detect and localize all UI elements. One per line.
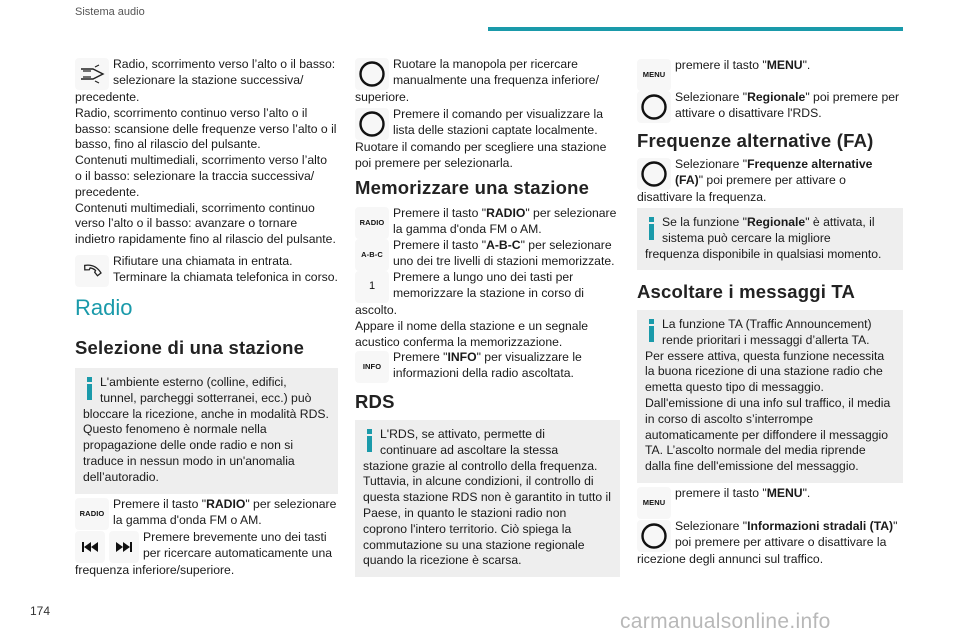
steer-line: Radio, scorrimento continuo verso l’alto o il [75, 105, 308, 120]
rds-line: questa stazione RDS non è garantito in tutto il [363, 490, 611, 505]
steer-line: basso: scansione delle frequenze verso l’alto o il [75, 121, 337, 136]
list-line: Premere il comando per visualizzare la [393, 107, 603, 121]
subsection-title-rds: RDS [355, 391, 395, 412]
knob-block [355, 57, 620, 106]
info-box-rds [355, 420, 620, 577]
list-line: poi premere per selezionarla. [355, 155, 513, 170]
knob-line: superiore. [355, 90, 410, 104]
steer-line: Contenuti multimediali, scorrimento continuo [75, 200, 315, 215]
steer-line: o il basso: selezionare la traccia successiva/ [75, 168, 315, 183]
info-line: L'ambiente esterno (colline, edifici, [100, 375, 287, 389]
menu-button-icon: MENU [637, 59, 671, 91]
info-line: tunnel, parcheggi sotterranei, ecc.) può [100, 390, 312, 405]
info-step-block [355, 350, 620, 383]
info-box-reception [75, 368, 338, 494]
page-header-title: Sistema audio [75, 6, 145, 18]
abc-step-line: uno dei tre livelli di stazioni memorizzate. [393, 253, 615, 268]
steer-line: Contenuti multimediali, scorrimento verso l’alto [75, 153, 327, 168]
seek-line: frequenza inferiore/superiore. [75, 563, 235, 577]
info-mark-icon [367, 429, 372, 459]
seek-line: Premere brevemente uno dei tasti [143, 530, 327, 544]
rds-line: Paese, in quanto le stazioni radio non [363, 505, 567, 520]
info-line: traduce in nessun modo in un'anomalia [83, 453, 295, 468]
rds-line: continuare ad ascoltare la stessa [380, 442, 559, 457]
hangup-block [75, 254, 338, 287]
rds-line: L'RDS, se attivato, permette di [380, 427, 545, 441]
abc-block [355, 238, 620, 271]
rds-line: stazione grazie al controllo della frequenza. [363, 458, 598, 473]
traffic-line: ricezione degli annunci sul traffico. [637, 552, 824, 566]
menu-step-line: premere il tasto "MENU". [675, 486, 811, 500]
menu-button-icon: MENU [637, 487, 671, 519]
knob-line: manualmente una frequenza inferiore/ [393, 72, 599, 87]
preset-line: Premere a lungo uno dei tasti per [393, 270, 574, 284]
subsection-title-ta: Ascoltare i messaggi TA [637, 281, 856, 302]
subsection-title-station: Selezione di una stazione [75, 337, 305, 358]
fa-line: Selezionare "Frequenze alternative [675, 157, 873, 171]
menu-step-block [637, 58, 903, 91]
ta-line: automaticamente per diffondere il messaggio [645, 427, 888, 442]
phone-line: Rifiutare una chiamata in entrata. [113, 254, 293, 268]
fa-info-line: sistema può cercare la migliore [662, 230, 831, 245]
regional-step-block [637, 90, 903, 123]
ta-line: Per essere attiva, questa funzione necessita [645, 348, 885, 363]
steer-line: basso, fino al rilascio del pulsante. [75, 137, 261, 152]
abc-button-icon: A-B-C [355, 239, 389, 271]
rotary-knob-icon [637, 91, 671, 123]
info-mark-icon [87, 377, 92, 407]
rotary-knob-icon [355, 108, 389, 140]
seek-back-icon [75, 531, 105, 563]
regional-line: attivare o disattivare l'RDS. [675, 105, 822, 120]
hang-up-icon [75, 255, 109, 287]
radio-button-icon: RADIO [355, 207, 389, 239]
memorize-radio-block [355, 206, 620, 239]
rotary-knob-icon [355, 58, 389, 90]
rotary-knob-icon [637, 520, 671, 552]
steer-line: verso l’alto o il basso: avanzare o tornare [75, 216, 298, 231]
radio-step-line: la gamma d'onda FM o AM. [113, 512, 262, 527]
steer-line: precedente. [75, 90, 140, 104]
subsection-title-memorize: Memorizzare una stazione [355, 177, 590, 198]
radio-button-icon: RADIO [75, 498, 109, 530]
regional-line: Selezionare "Regionale" poi premere per [675, 90, 900, 104]
radio-step-line: Premere il tasto "RADIO" per selezionare [393, 206, 617, 220]
traffic-line: poi premere per attivare o disattivare la [675, 534, 887, 549]
preset-1-button-icon: 1 [355, 271, 389, 303]
list-line: lista delle stazioni captate localmente. [393, 122, 598, 137]
seek-forward-icon [109, 531, 139, 563]
preset-block [355, 270, 620, 350]
page-header-bar [488, 27, 903, 31]
ta-line: Dall'emissione di una info sul traffico, il media [645, 395, 891, 410]
fa-info-line: Se la funzione "Regionale" è attivata, il [662, 215, 875, 229]
menu-step2-block [637, 486, 903, 519]
info-mark-icon [649, 319, 654, 349]
knob-line: Ruotare la manopola per ricercare [393, 57, 578, 71]
rds-line: quando la ricezione è scarsa. [363, 553, 522, 568]
steer-line: precedente. [75, 184, 140, 199]
abc-step-line: Premere il tasto "A-B-C" per selezionare [393, 238, 612, 252]
preset-line: acustico conferma la memorizzazione. [355, 334, 563, 349]
info-line: dell’autoradio. [83, 469, 159, 484]
ta-line: in corso di ascolto s’interrompe [645, 411, 813, 426]
radio-step-line: Premere il tasto "RADIO" per selezionare [113, 497, 337, 511]
fa-line: disattivare la frequenza. [637, 190, 767, 204]
section-title-radio: Radio [75, 295, 133, 320]
rds-line: commutazione su una stazione regionale [363, 537, 585, 552]
list-block [355, 107, 620, 172]
traffic-step-block [637, 519, 903, 568]
traffic-line: Selezionare "Informazioni stradali (TA)" [675, 519, 898, 533]
info-line: propagazione delle onde radio e non si [83, 438, 294, 453]
seek-block [75, 530, 338, 579]
steer-line: selezionare la stazione successiva/ [113, 72, 304, 87]
info-line: bloccare la ricezione, anche in modalità RDS. [83, 406, 329, 421]
fa-step-block [637, 157, 903, 206]
ta-line: La funzione TA (Traffic Announcement) [662, 317, 872, 331]
list-line: Ruotare il comando per scegliere una stazione [355, 140, 607, 154]
info-step-line: informazioni della radio ascoltata. [393, 365, 574, 380]
steer-line: indietro rapidamente fino al rilascio del pulsante. [75, 232, 336, 247]
ta-line: TA. L’ascolto normale del media riprende [645, 443, 866, 458]
info-step-line: Premere "INFO" per visualizzare le [393, 350, 582, 364]
ta-line: la buona ricezione di una stazione radio che [645, 364, 883, 379]
fa-line: (FA)" poi premere per attivare o [675, 172, 846, 187]
page-number: 174 [30, 604, 51, 618]
rds-line: Tuttavia, in alcune condizioni, il controllo di [363, 474, 594, 489]
rds-line: coprono l'intero territorio. Ciò spiega la [363, 521, 572, 536]
preset-line: memorizzare la stazione in corso di [393, 285, 585, 300]
info-mark-icon [649, 217, 654, 247]
seek-line: per ricercare automaticamente una [143, 545, 333, 560]
menu-step-line: premere il tasto "MENU". [675, 58, 811, 72]
preset-line: ascolto. [355, 303, 398, 317]
radio-step-block [75, 497, 338, 530]
ta-line: emetta questo tipo di messaggio. [645, 380, 824, 395]
steer-line: Radio, scorrimento verso l’alto o il basso: [113, 57, 336, 71]
subsection-title-fa: Frequenze alternative (FA) [637, 130, 874, 151]
info-button-icon: INFO [355, 351, 389, 383]
info-line: Questo fenomeno è normale nella [83, 422, 267, 437]
rotary-knob-icon [637, 158, 671, 190]
info-box-fa [637, 208, 903, 270]
phone-line: Terminare la chiamata telefonica in corso. [113, 269, 338, 284]
radio-step-line: la gamma d'onda FM o AM. [393, 221, 542, 236]
steering-block [75, 57, 338, 248]
watermark: carmanualsonline.info [620, 610, 831, 633]
info-box-ta [637, 310, 903, 483]
ta-line: dalla fine dell'emissione del messaggio. [645, 459, 859, 474]
preset-line: Appare il nome della stazione e un segnale [355, 318, 589, 333]
steering-control-icon [75, 58, 109, 90]
fa-info-line: frequenza disponibile in qualsiasi momento. [645, 246, 882, 261]
ta-line: rende prioritari i messaggi d’allerta TA. [662, 332, 870, 347]
